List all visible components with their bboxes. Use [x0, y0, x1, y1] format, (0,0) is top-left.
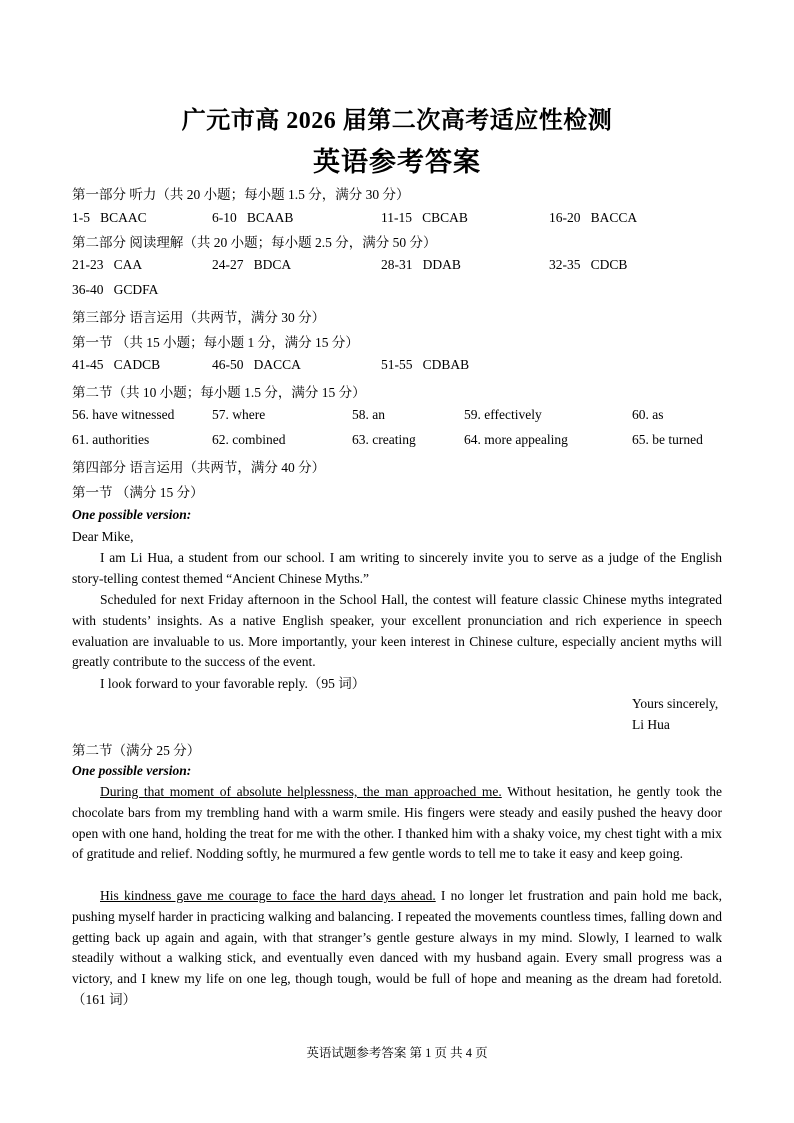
part4-section2-heading: 第二节（满分 25 分）: [72, 743, 201, 758]
part4-section1-heading: 第一节 （满分 15 分）: [72, 485, 204, 500]
answer-item: 21-23 CAA: [72, 257, 143, 272]
underlined-opening-sentence: During that moment of absolute helplessness, the man approached me.: [100, 784, 502, 799]
exam-title: 广元市高 2026 届第二次高考适应性检测: [181, 108, 613, 134]
answer-item: 64. more appealing: [464, 432, 568, 447]
answer-item: 65. be turned: [632, 432, 703, 447]
part2-heading: 第二部分 阅读理解（共 20 小题；每小题 2.5 分，满分 50 分）: [72, 235, 437, 250]
answer-item: 6-10 BCAAB: [212, 210, 294, 225]
part3-section2-heading: 第二节（共 10 小题；每小题 1.5 分，满分 15 分）: [72, 385, 366, 400]
part3-heading: 第三部分 语言运用（共两节，满分 30 分）: [72, 310, 326, 325]
version-label: One possible version:: [72, 763, 192, 778]
answer-item: 62. combined: [212, 432, 286, 447]
letter-signature: Li Hua: [632, 717, 670, 732]
part4-heading: 第四部分 语言运用（共两节，满分 40 分）: [72, 460, 326, 475]
answer-item: 24-27 BDCA: [212, 257, 292, 272]
answer-item: 59. effectively: [464, 407, 542, 422]
answer-item: 28-31 DDAB: [381, 257, 461, 272]
underlined-opening-sentence: His kindness gave me courage to face the hard days ahead.: [100, 888, 436, 903]
answer-item: 46-50 DACCA: [212, 357, 301, 372]
answer-item: 56. have witnessed: [72, 407, 175, 422]
answer-item: 51-55 CDBAB: [381, 357, 470, 372]
answer-item: 61. authorities: [72, 432, 150, 447]
answer-item: 11-15 CBCAB: [381, 210, 468, 225]
answer-key-title: 英语参考答案: [313, 147, 481, 177]
answer-item: 16-20 BACCA: [549, 210, 638, 225]
answer-item: 58. an: [352, 407, 385, 422]
letter-paragraph: I am Li Hua, a student from our school. I am writing to sincerely invite you to serve as a judge of the English story-telling contest themed “Ancient Chinese Myths.”: [72, 550, 722, 586]
letter-paragraph: I look forward to your favorable reply.（95 词）: [100, 676, 366, 691]
answer-item: 60. as: [632, 407, 664, 422]
letter-paragraph: Scheduled for next Friday afternoon in the School Hall, the contest will feature classic Chinese myths integrated with students’ insights. As a native English speaker, your excellent pronunciation and rich experience in speech evaluation are invaluable to us. More importantly, your keen interest in Chinese culture, especially ancient myths will greatly contribute to the success of the event.: [72, 592, 722, 670]
answer-item: 32-35 CDCB: [549, 257, 628, 272]
story-paragraph: His kindness gave me courage to face the hard days ahead. I no longer let frustration and pain hold me back, pushing myself harder in practicing walking and balancing. I repeated the movements countless times, falling down and getting back up again and again, with that stranger’s gentle gesture always in my mind. Slowly, I learned to walk steadily without a walking stick, and eventually even danced with my husband again. Every small progress was a victory, and I knew my life on one leg, though tough, would be full of hope and meaning as the dream had foretold.（161 词）: [72, 888, 722, 1007]
version-label: One possible version:: [72, 507, 192, 522]
answer-item: 41-45 CADCB: [72, 357, 161, 372]
answer-item: 63. creating: [352, 432, 416, 447]
letter-greeting: Dear Mike,: [72, 529, 134, 544]
letter-closing: Yours sincerely,: [632, 696, 719, 711]
story-paragraph: During that moment of absolute helplessness, the man approached me. Without hesitation, he gently took the chocolate bars from my trembling hand with a warm smile. His fingers were steady and easily pushed the heavy door open with one hand, holding the treat for me with the other. I thanked him with a shaky voice, my chest tight with a mix of gratitude and relief. Nodding softly, he murmured a few gentle words to tell me to take it easy and keep going.: [72, 784, 722, 862]
answer-item: 36-40 GCDFA: [72, 282, 159, 297]
answer-item: 57. where: [212, 407, 266, 422]
answer-item: 1-5 BCAAC: [72, 210, 147, 225]
part1-heading: 第一部分 听力（共 20 小题；每小题 1.5 分，满分 30 分）: [72, 187, 410, 202]
part3-section1-heading: 第一节 （共 15 小题；每小题 1 分，满分 15 分）: [72, 335, 359, 350]
page-footer: 英语试题参考答案 第 1 页 共 4 页: [306, 1046, 488, 1060]
